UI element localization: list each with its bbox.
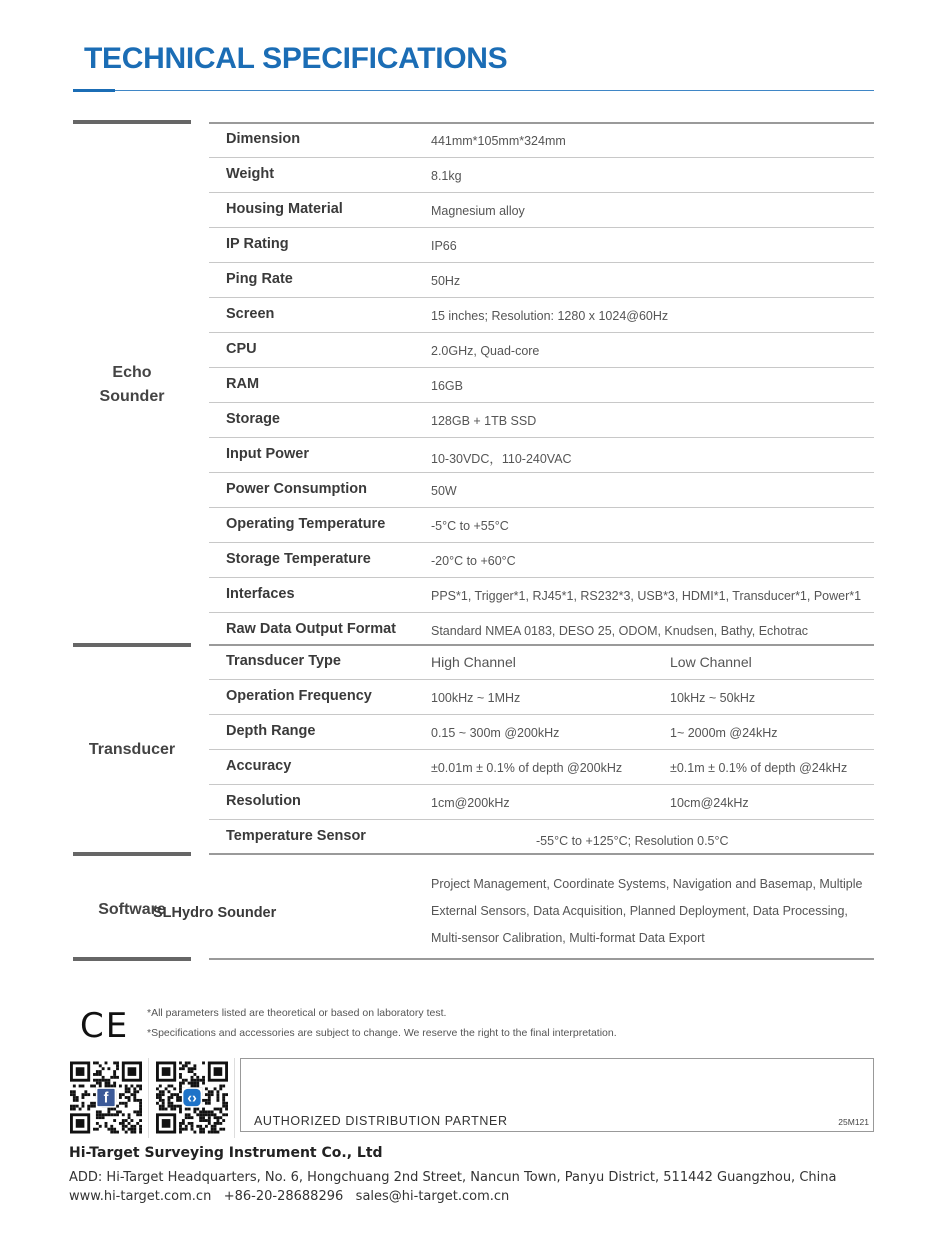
spec-row — [209, 508, 874, 543]
spec-key: Operating Temperature — [226, 516, 386, 532]
title-divider-accent — [73, 89, 115, 92]
spec-value: -5°C to +55°C — [431, 519, 509, 533]
spec-key: Screen — [226, 306, 275, 322]
high-channel-value: 0.15 ~ 300m @200kHz — [431, 726, 560, 740]
high-channel-value: 1cm@200kHz — [431, 796, 510, 810]
section-bottom-bar — [73, 957, 191, 961]
disclaimer-note-2: *Specifications and accessories are subject to change. We reserve the right to the final interpretation. — [147, 1027, 617, 1039]
spec-row — [209, 403, 874, 438]
section-label — [100, 361, 165, 409]
high-channel-value: 100kHz ~ 1MHz — [431, 691, 521, 705]
spec-row — [209, 785, 874, 820]
section-label-line2: Sounder — [99, 388, 165, 405]
section-echo-sounder — [73, 120, 874, 650]
spec-row — [209, 333, 874, 368]
spec-row — [209, 438, 874, 473]
page-title: TECHNICAL SPECIFICATIONS — [84, 42, 508, 75]
section-label-wrap — [73, 647, 191, 852]
spec-row — [209, 680, 874, 715]
spec-value: Magnesium alloy — [431, 204, 525, 218]
spec-row — [209, 158, 874, 193]
low-channel-value: Low Channel — [670, 654, 752, 670]
spec-key: Accuracy — [226, 758, 292, 774]
spec-key: CPU — [226, 341, 257, 357]
software-features: Project Management, Coordinate Systems, Navigation and Basemap, Multiple External Sensors, Data Acquisition, Planned Deployment, Data Processing, Multi-sensor Calibration, Multi-format Data Export — [431, 877, 863, 945]
spec-row — [209, 543, 874, 578]
high-channel-value: ±0.01m ± 0.1% of depth @200kHz — [431, 761, 623, 775]
spec-key: Storage Temperature — [226, 551, 371, 567]
spec-key: Operation Frequency — [226, 688, 372, 704]
transducer-header-row — [209, 645, 874, 680]
section-label-wrap — [73, 124, 191, 646]
spec-row — [209, 193, 874, 228]
ce-mark-icon: CE — [80, 1006, 130, 1046]
spec-key: Transducer Type — [226, 653, 341, 669]
spec-value: IP66 — [431, 239, 457, 253]
spec-value: PPS*1, Trigger*1, RJ45*1, RS232*3, USB*3, HDMI*1, Transducer*1, Power*1 — [431, 589, 862, 603]
spec-key: Ping Rate — [226, 271, 293, 287]
spec-row — [209, 715, 874, 750]
spec-value: -20°C to +60°C — [431, 554, 516, 568]
low-channel-value: 10cm@24kHz — [670, 796, 749, 810]
temp-sensor-value: -55°C to +125°C; Resolution 0.5°C — [536, 834, 729, 848]
echo-spec-rows — [209, 123, 874, 648]
spec-key: Input Power — [226, 446, 309, 462]
qr-separator — [148, 1058, 149, 1138]
spec-value: 128GB + 1TB SSD — [431, 414, 537, 428]
spec-key: Resolution — [226, 793, 301, 809]
spec-key: Raw Data Output Format — [226, 621, 396, 637]
low-channel-value: 10kHz ~ 50kHz — [670, 691, 756, 705]
low-channel-value: 1~ 2000m @24kHz — [670, 726, 778, 740]
contact-line — [69, 1189, 509, 1204]
app-qr-code[interactable] — [156, 1060, 228, 1135]
spec-key: Weight — [226, 166, 275, 182]
section-label: Transducer — [88, 740, 176, 758]
software-name: SLHydro Sounder — [153, 905, 277, 921]
company-address: ADD: Hi-Target Headquarters, No. 6, Hongchuang 2nd Street, Nancun Town, Panyu District, 511442 Guangzhou, China — [69, 1170, 837, 1185]
document-code: 25M121 — [838, 1117, 869, 1127]
transducer-spec-rows — [209, 645, 874, 855]
company-name: Hi-Target Surveying Instrument Co., Ltd — [69, 1145, 383, 1161]
spec-row — [209, 123, 874, 158]
spec-row — [209, 820, 874, 855]
svg-text:‹›: ‹› — [187, 1090, 197, 1107]
hi-target-app-icon — [183, 1089, 200, 1107]
high-channel-value: High Channel — [431, 654, 516, 670]
facebook-icon — [97, 1089, 114, 1107]
facebook-qr-code[interactable] — [70, 1060, 142, 1135]
spec-row — [209, 750, 874, 785]
spec-key: IP Rating — [226, 236, 289, 252]
section-label: Software — [98, 901, 166, 918]
spec-value: Standard NMEA 0183, DESO 25, ODOM, Knudsen, Bathy, Echotrac — [431, 624, 809, 638]
spec-value: 15 inches; Resolution: 1280 x 1024@60Hz — [431, 309, 669, 323]
spec-value: 10-30VDC，110-240VAC — [431, 452, 572, 466]
spec-key: RAM — [226, 376, 260, 392]
low-channel-value: ±0.1m ± 0.1% of depth @24kHz — [670, 761, 848, 775]
spec-row — [209, 298, 874, 333]
spec-key: Temperature Sensor — [226, 828, 366, 844]
spec-value: 8.1kg — [431, 169, 462, 183]
spec-value: 50W — [431, 484, 457, 498]
disclaimer-note-1: *All parameters listed are theoretical or based on laboratory test. — [147, 1007, 447, 1019]
spec-row — [209, 368, 874, 403]
spec-key: Interfaces — [226, 586, 295, 602]
title-divider — [73, 90, 874, 91]
spec-key: Depth Range — [226, 723, 316, 739]
spec-key: Dimension — [226, 131, 301, 147]
qr-separator — [234, 1058, 235, 1138]
email-link[interactable]: sales@hi-target.com.cn — [355, 1189, 510, 1204]
section-label-line1: Echo — [112, 364, 152, 381]
spec-value: 16GB — [431, 379, 463, 393]
spec-key: Housing Material — [226, 201, 343, 217]
spec-key: Storage — [226, 411, 280, 427]
spec-row — [209, 578, 874, 613]
partner-label: AUTHORIZED DISTRIBUTION PARTNER — [254, 1114, 508, 1128]
spec-value: 50Hz — [431, 274, 461, 288]
authorized-partner-box — [240, 1058, 874, 1132]
spec-row — [209, 263, 874, 298]
spec-row — [209, 473, 874, 508]
spec-row — [209, 228, 874, 263]
website-link[interactable]: www.hi-target.com.cn — [69, 1189, 212, 1204]
phone-number: +86-20-28688296 — [223, 1189, 344, 1204]
section-bottom-rule — [209, 958, 874, 960]
section-transducer — [73, 643, 874, 858]
svg-text:f: f — [103, 1090, 109, 1107]
spec-key: Power Consumption — [226, 481, 367, 497]
spec-value: 441mm*105mm*324mm — [431, 134, 566, 148]
spec-value: 2.0GHz, Quad-core — [431, 344, 540, 358]
